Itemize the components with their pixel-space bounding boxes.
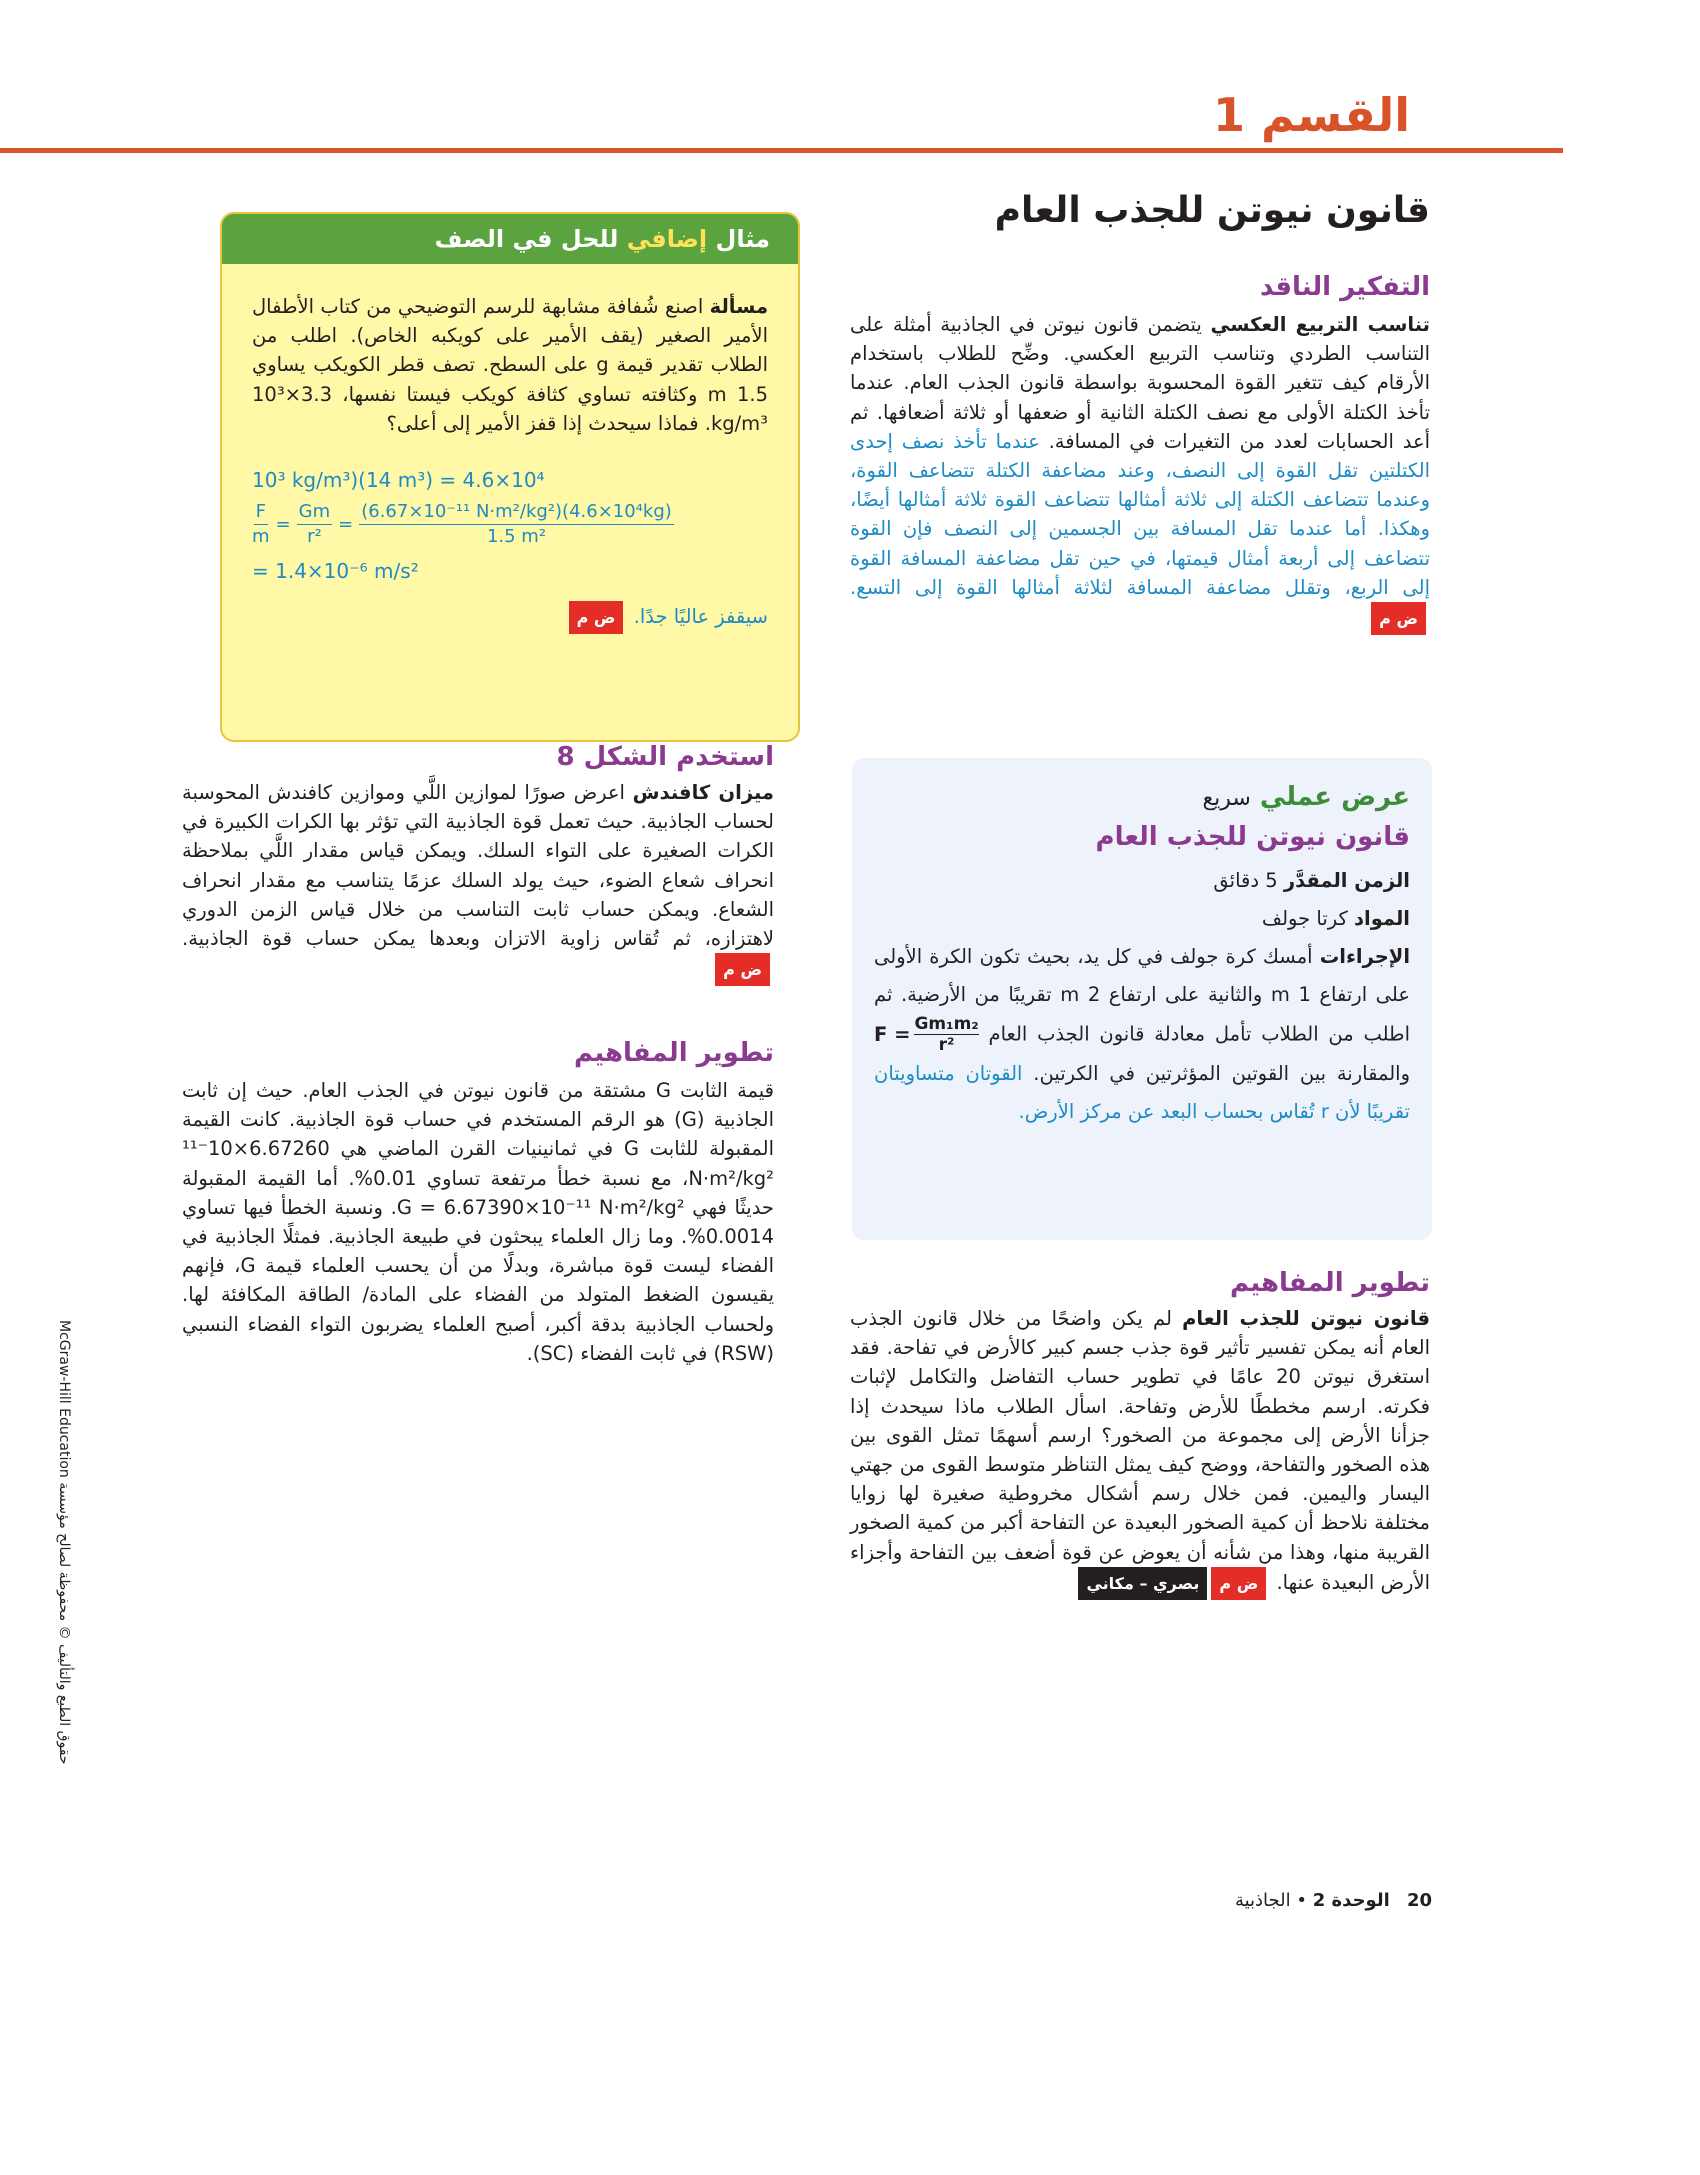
page-footer bbox=[1235, 1890, 1432, 1911]
demo-title-suffix: سريع bbox=[1202, 786, 1251, 811]
additional-example-box bbox=[220, 212, 800, 742]
figure8-lead: ميزان كافندش bbox=[632, 781, 775, 804]
critical-thinking-lead: تناسب التربيع العكسي bbox=[1210, 313, 1431, 336]
concepts-right-section bbox=[850, 1268, 1430, 1600]
skill-badge: ض م bbox=[1371, 602, 1426, 635]
demo-title-main: عرض عملي bbox=[1259, 782, 1410, 812]
demo-formula-numerator: Gm₁m₂ bbox=[914, 1014, 979, 1034]
demo-time bbox=[874, 862, 1410, 900]
skill-badge: ض م bbox=[569, 601, 624, 634]
example-header-prefix: مثال bbox=[715, 225, 770, 253]
concepts-right-heading: تطوير المفاهيم bbox=[1230, 1268, 1430, 1298]
figure8-body bbox=[182, 778, 774, 986]
critical-thinking-section bbox=[850, 272, 1430, 635]
critical-thinking-answer: عندما تأخذ نصف إحدى الكتلتين تقل القوة إلى النصف، وعند مضاعفة الكتلة تتضاعف القوة، وعندما تتضاعف الكتلة إلى ثلاثة أمثالها تتضاعف القوة ثلاثة أمثالها أيضًا، وهكذا. أما عندما تقل المسافة بين الجسمين إلى النصف فإن القوة تتضاعف إلى أربعة أمثال قيمتها، في حين تقل مضاعفة المسافة القوة إلى الربع، وتقلل مضاعفة المسافة لثلاثة أمثالها القوة إلى التسع. bbox=[850, 429, 1430, 599]
concepts-right-text: لم يكن واضحًا من خلال قانون الجذب العام أنه يمكن تفسير تأثير قوة جذب جسم كبير كالأرض في تفاحة. فقد استغرق نيوتن 20 عامًا في تطوير حساب التفاضل والتكامل لإثبات فكرته. ارسم مخططًا للأرض وتفاحة. اسأل الطلاب ماذا سيحدث إذا جزأنا الأرض إلى مجموعة من الصخور؟ ارسم أسهمًا تمثل القوى بين هذه الصخور والتفاحة، ووضح كيف يمثل التناظر متوسط القوى من جهتي اليسار واليمين. فمن خلال رسم أشكال مخروطية صغيرة لها زوايا مختلفة نلاحظ أن كمية الصخور البعيدة عن التفاحة أكبر من كمية الصخور القريبة منها، وهذا من شأنه أن يعوض عن قوة أضعف بين التفاحة وأجزاء الأرض البعيدة عنها. bbox=[850, 1307, 1430, 1594]
demo-materials-value: كرتا جولف bbox=[1261, 907, 1348, 930]
demo-procedure-text-2: والمقارنة بين القوتين المؤثرتين في الكرتين. bbox=[1033, 1062, 1411, 1085]
problem-statement bbox=[252, 292, 768, 438]
concepts-left-heading: تطوير المفاهيم bbox=[574, 1038, 774, 1068]
page-title: قانون نيوتن للجذب العام bbox=[994, 190, 1430, 231]
frac-mid-num: Gm bbox=[297, 500, 332, 525]
example-header-suffix: للحل في الصف bbox=[434, 225, 619, 253]
demo-procedure-text: أمسك كرة جولف في كل يد، بحيث تكون الكرة الأولى على ارتفاع 1 m والثانية على ارتفاع 2 m تقريبًا من الأرضية. ثم اطلب من الطلاب تأمل معادلة قانون الجذب العام bbox=[874, 945, 1411, 1046]
visual-spatial-badge: بصري – مكاني bbox=[1078, 1567, 1207, 1600]
header-rule bbox=[0, 148, 1563, 153]
demo-procedure-label: الإجراءات bbox=[1319, 945, 1411, 968]
page-number: 20 bbox=[1406, 1890, 1432, 1911]
solution-fraction: $\frac{F}{m}$ = $\frac{Gm}{\text{r²}}$ = $\frac{\text{(6.67×10⁻¹¹ N·m²/kg²)(4.6×10⁴kg)}}{\text{1.5 m²}}$ bbox=[252, 501, 672, 548]
problem-text: اصنع شُفافة مشابهة للرسم التوضيحي من كتاب الأطفال الأمير الصغير (يقف الأمير على كويكبه الخاص). اطلب من الطلاب تقدير قيمة g على السطح. تصف قطر الكويكب يساوي 1.5 m وكثافته تساوي كثافة كويكب فيستا نفسها، 3.3×10³ kg/m³. فماذا سيحدث إذا قفز الأمير إلى أعلى؟ bbox=[252, 295, 768, 435]
solution-result: = 1.4×10⁻⁶ m/s² bbox=[252, 559, 419, 584]
demo-materials bbox=[874, 900, 1410, 938]
demo-answer: القوتان متساويتان تقريبًا لأن r تُقاس بحساب البعد عن مركز الأرض. bbox=[874, 1062, 1410, 1123]
answer-text: سيقفز عاليًا جدًا. bbox=[633, 605, 768, 629]
demo-procedure bbox=[874, 938, 1410, 1131]
concepts-left-text: قيمة الثابت G مشتقة من قانون نيوتن في الجذب العام. حيث إن ثابت الجاذبية (G) هو الرقم المستخدم في حساب قوة الجاذبية. كانت القيمة المقبولة للثابت G في ثمانينيات القرن الماضي هي 6.67260×10⁻¹¹ N·m²/kg²، مع نسبة خطأ مرتفعة تساوي 0.01%. أما القيمة المقبولة حديثًا فهي G = 6.67390×10⁻¹¹ N·m²/kg². ونسبة الخطأ فيها تساوي 0.0014%. وما زال العلماء يبحثون في طبيعة الجاذبية. فمثلًا الجاذبية في الفضاء ليست قوة مباشرة، وبدلًا من أن يحسب العلماء قيمة G، فإنهم يقيسون الضغط المتولد من الفضاء على المادة/ الطاقة المكافئة لها. ولحساب الجاذبية بدقة أكبر، أصبح العلماء يضربون التواء الفضاء النسبي (RSW) في ثابت الفضاء (SC). bbox=[182, 1079, 775, 1365]
skill-badge: ض م bbox=[1211, 1567, 1266, 1600]
demo-formula-denominator: r² bbox=[938, 1035, 955, 1055]
critical-thinking-text: يتضمن قانون نيوتن في الجاذبية أمثلة على التناسب الطردي وتناسب التربيع العكسي. وضِّح للطلاب باستخدام الأرقام كيف تتغير القوة المحسوبة بواسطة قانون الجذب العام. عندما تأخذ الكتلة الأولى مع نصف الكتلة الثانية أو ضعفها أو ثلاثة أضعافها. ثم أعد الحسابات لعدد من التغيرات في المسافة. bbox=[850, 313, 1431, 453]
demo-formula-lhs: F = bbox=[874, 1022, 911, 1046]
demo-formula bbox=[874, 1014, 979, 1055]
figure8-text: اعرض صورًا لموازين اللَّي وموازين كافندش المحوسبة لحساب الجاذبية. حيث تعمل قوة الجاذبية التي تؤثر بها الكرات الكبيرة في الكرات الصغيرة على التواء السلك. ويمكن قياس مقدار اللَّي بملاحظة انحراف شعاع الضوء، حيث يولد السلك عزمًا يتناسب مع مقدار انحراف الشعاع. ويمكن حساب ثابت التناسب من خلال قياس الزمن الدوري لاهتزازه، ثم تُقاس زاوية الاتزان وبعدها يمكن حساب قوة الجاذبية. bbox=[182, 781, 774, 951]
copyright-credit: حقوق الطبع والتأليف © محفوظة لصالح مؤسسة McGraw-Hill Education bbox=[56, 1320, 72, 1765]
frac-rhs-den: 1.5 m² bbox=[486, 526, 547, 548]
frac-lhs-num: F bbox=[254, 500, 268, 525]
figure8-section bbox=[182, 742, 774, 986]
unit-label: الوحدة 2 bbox=[1312, 1890, 1390, 1911]
demo-title bbox=[874, 782, 1410, 812]
figure8-heading: استخدم الشكل 8 bbox=[556, 742, 774, 772]
example-header-highlight: إضافي bbox=[626, 225, 708, 253]
demo-time-label: الزمن المقدَّر bbox=[1283, 869, 1410, 892]
skill-badge: ض م bbox=[715, 953, 770, 986]
demo-subtitle: قانون نيوتن للجذب العام bbox=[1095, 822, 1410, 852]
quick-demo-box bbox=[852, 758, 1432, 1240]
frac-lhs-den: m bbox=[252, 526, 270, 548]
unit-title: الجاذبية bbox=[1234, 1890, 1291, 1911]
solution-answer bbox=[252, 601, 768, 634]
frac-mid-den: r² bbox=[307, 526, 322, 548]
demo-body bbox=[874, 862, 1410, 1131]
concepts-left-section bbox=[182, 1038, 774, 1368]
critical-thinking-body bbox=[850, 310, 1430, 635]
frac-rhs-num: (6.67×10⁻¹¹ N·m²/kg²)(4.6×10⁴kg) bbox=[359, 500, 674, 525]
demo-materials-label: المواد bbox=[1354, 907, 1410, 930]
footer-separator: • bbox=[1296, 1890, 1308, 1911]
critical-thinking-heading: التفكير الناقد bbox=[1259, 272, 1430, 302]
demo-time-value: 5 دقائق bbox=[1213, 869, 1278, 892]
solution-line-1: 10³ kg/m³)(14 m³) = 4.6×10⁴ bbox=[252, 468, 545, 493]
concepts-right-body bbox=[850, 1304, 1430, 1600]
concepts-right-lead: قانون نيوتن للجذب العام bbox=[1182, 1307, 1431, 1330]
section-label: القسم 1 bbox=[1212, 88, 1410, 142]
problem-label: مسألة bbox=[709, 295, 769, 318]
additional-example-header bbox=[222, 214, 798, 264]
